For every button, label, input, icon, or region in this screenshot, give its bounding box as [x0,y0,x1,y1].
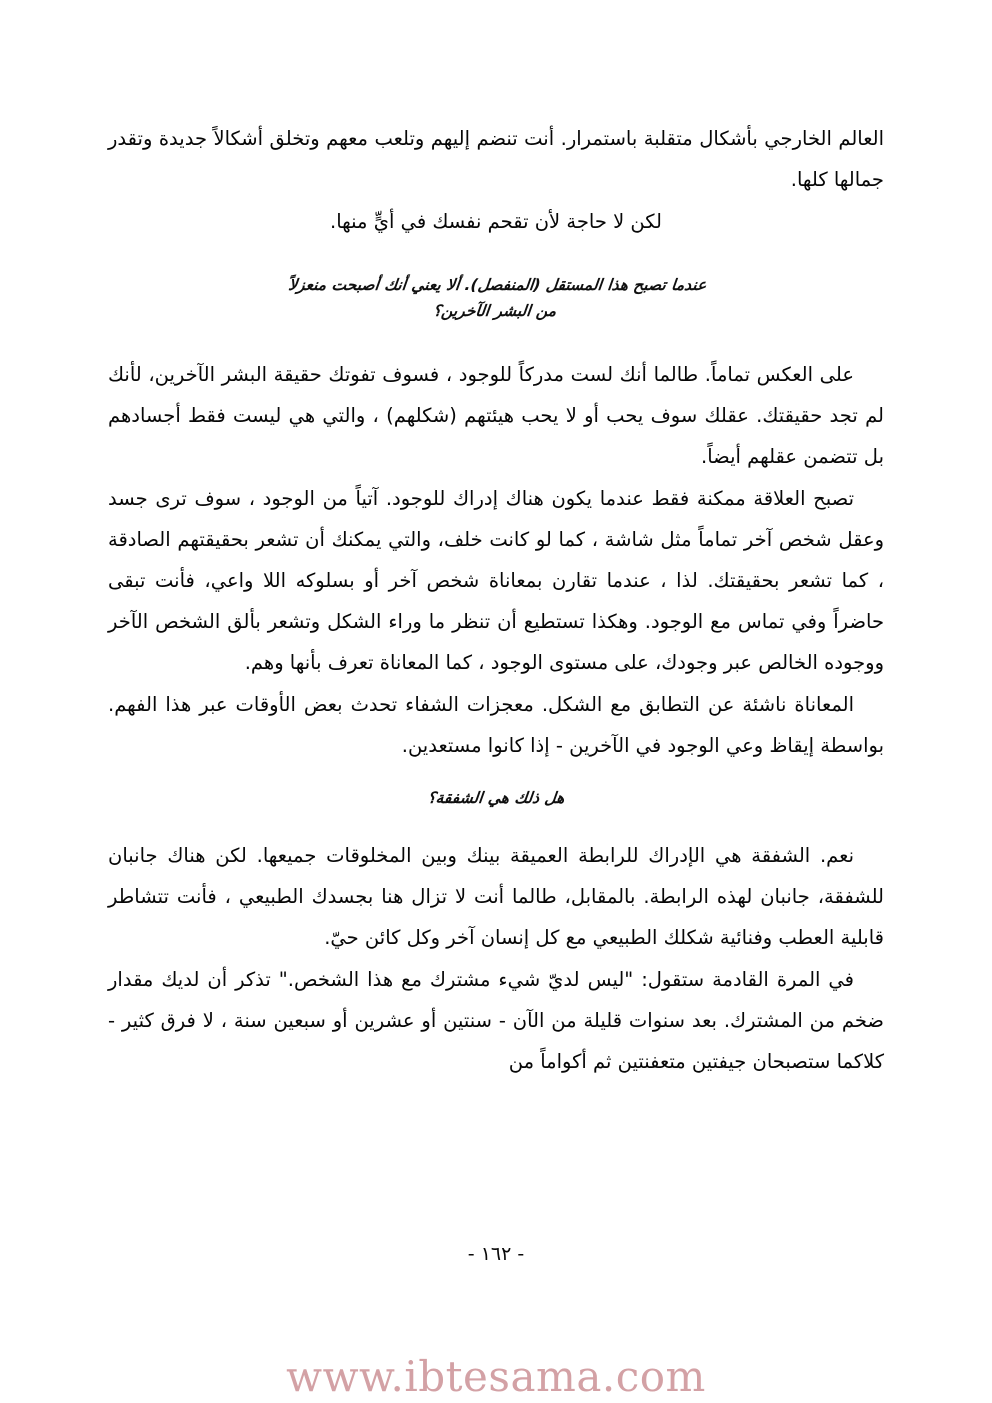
paragraph-2: لكن لا حاجة لأن تقحم نفسك في أيٍّ منها. [330,210,662,233]
paragraph-7: في المرة القادمة ستقول: "ليس لديّ شيء مشترك مع هذا الشخص." تذكر أن لديك مقدار ضخم من المشترك. بعد سنوات قليلة من الآن - سنتين أو عشرين أو سبعين سنة ، لا فرق كثير - كلاكما ستصبحان جيفتين متعفنتين ثم أكواماً من [108,968,884,1073]
question-block-2 [107,785,886,811]
page-content [108,118,884,1083]
paragraph-4: تصبح العلاقة ممكنة فقط عندما يكون هناك إدراك للوجود. آتياً من الوجود ، سوف ترى جسد وعقل شخص آخر تماماً مثل شاشة ، كما لو كانت خلف، والتي يمكنك أن تشعر بحقيقتهم الصادقة ، كما تشعر بحقيقتك. لذا ، عندما تقارن بمعاناة شخص آخر أو بسلوكه اللا واعي، فأنت تبقى حاضراً وفي تماس مع الوجود. وهكذا تستطيع أن تنظر ما وراء الشكل وتشعر بألق الشخص الآخر ووجوده الخالص عبر وجودك، على مستوى الوجود ، كما المعاناة تعرف بأنها وهم. [108,487,884,674]
site-watermark: www.ibtesama.com [286,1352,706,1401]
question-block-1 [105,272,886,324]
paragraph-1: العالم الخارجي بأشكال متقلبة باستمرار. أنت تنضم إليهم وتلعب معهم وتخلق أشكالاً جديدة وتقدر جمالها كلها. [108,127,884,191]
question-2-line-1: هل ذلك هي الشفقة؟ [426,789,566,807]
question-1-line-2: من البشر الآخرين؟ [432,302,558,320]
paragraph-3: على العكس تماماً. طالما أنك لست مدركاً للوجود ، فسوف تفوتك حقيقة البشر الآخرين، لأنك لم تجد حقيقتك. عقلك سوف يحب أو لا يحب هيئتهم (شكلهم) ، والتي هي ليست فقط أجسادهم بل تتضمن عقلهم أيضاً. [108,363,884,468]
paragraph-6: نعم. الشفقة هي الإدراك للرابطة العميقة بينك وبين المخلوقات جميعها. لكن هناك جانبان للشفقة، جانبان لهذه الرابطة. بالمقابل، طالما أنت لا تزال هنا بجسدك الطبيعي ، فأنت تتشاطر قابلية العطب وفنائية شكلك الطبيعي مع كل إنسان آخر وكل كائن حيّ. [108,844,884,949]
paragraph-5: المعاناة ناشئة عن التطابق مع الشكل. معجزات الشفاء تحدث بعض الأوقات عبر هذا الفهم. بواسطة إيقاظ وعي الوجود في الآخرين - إذا كانوا مستعدين. [108,693,884,757]
page-number: - ١٦٢ - [467,1243,525,1265]
question-1-line-1: عندما تصبح هذا المستقل (المنفصل). ألا يعني أنك أصبحت منعزلاً [287,276,708,294]
